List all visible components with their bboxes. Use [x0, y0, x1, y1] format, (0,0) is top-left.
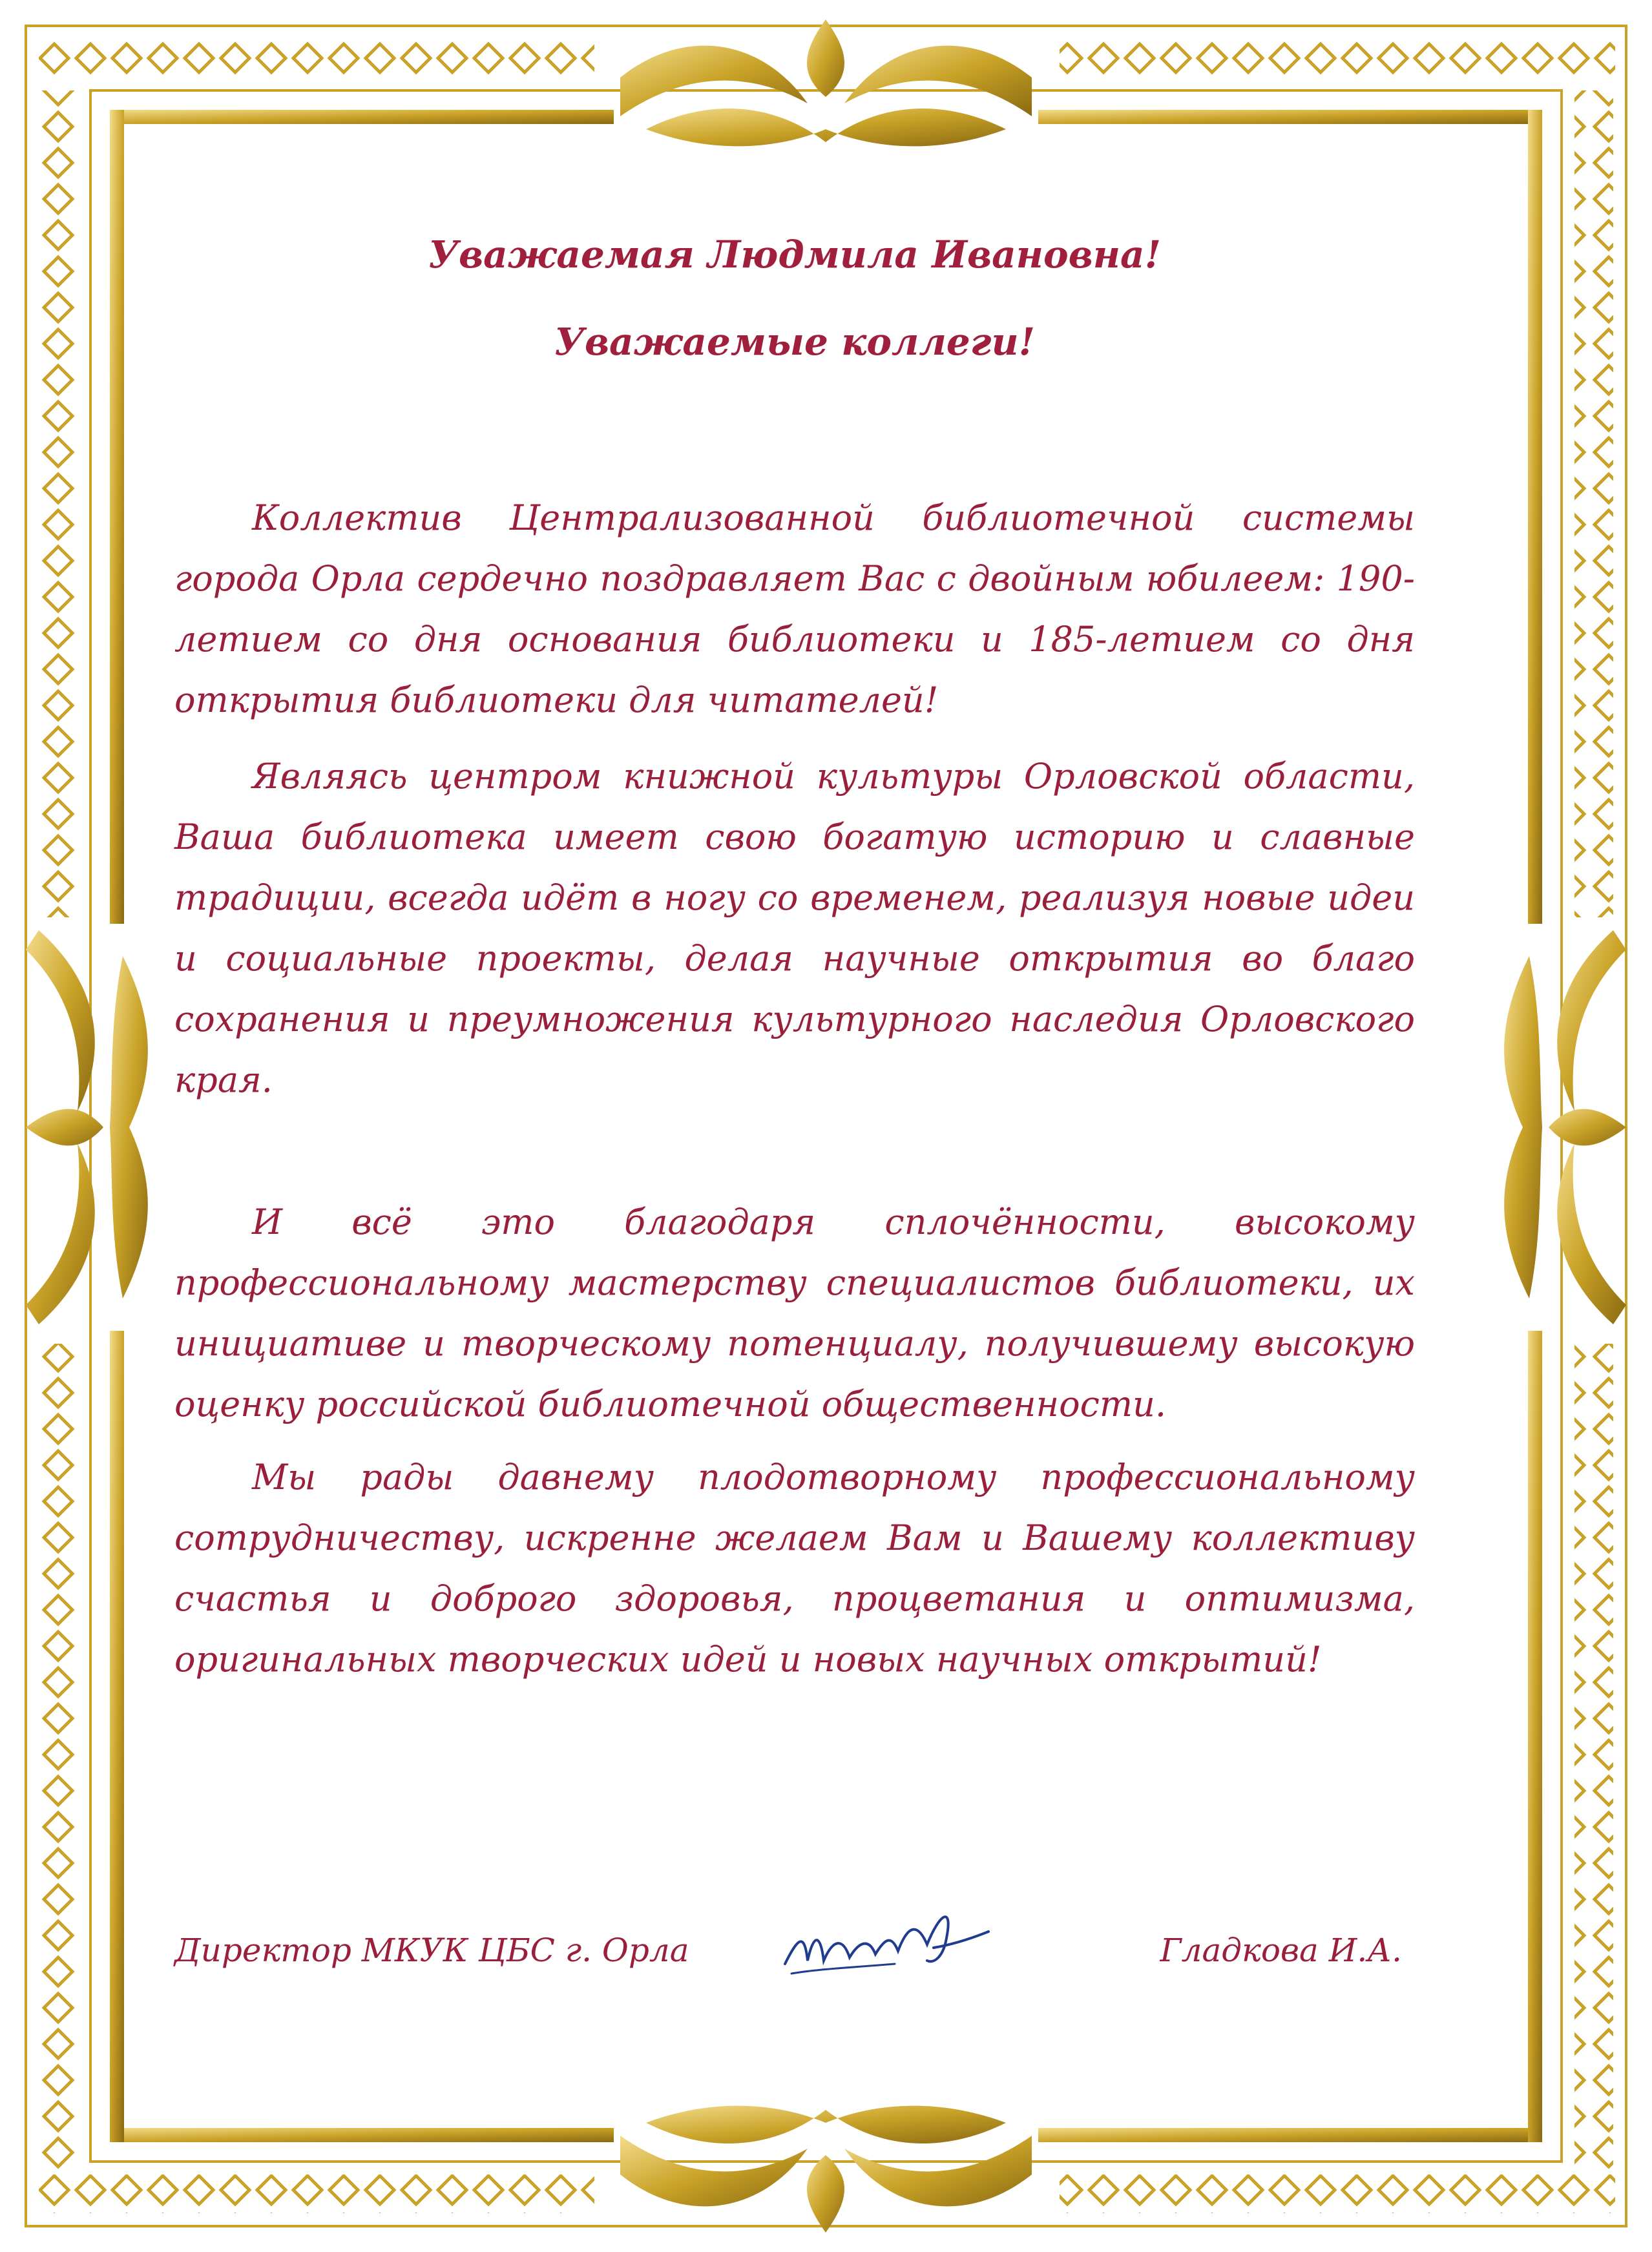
- handwritten-signature: [779, 1899, 992, 1990]
- right-ornament: [1504, 930, 1626, 1324]
- paragraph: Являясь центром книжной культуры Орловской области, Ваша библиотека имеет свою богатую историю и славные традиции, всегда идёт в ногу со временем, реализуя новые идеи и социальные проекты, делая научные открытия во благо сохранения и преумножения культурного наследия Орловского края.: [174, 756, 1415, 1100]
- signer-title: Директор МКУК ЦБС г. Орла: [174, 1932, 689, 1969]
- paragraph: Мы рады давнему плодотворному профессиональному сотрудничеству, искренне желаем Вам и Вашему коллективу счастья и доброго здоровья, процветания и оптимизма, оригинальных творческих идей и новых научных открытий!: [174, 1457, 1415, 1680]
- paragraph: И всё это благодаря сплочённости, высокому профессиональному мастерству специалистов библиотеки, их инициативе и творческому потенциалу, получившему высокую оценку российской библиотечной общественности.: [174, 1202, 1415, 1424]
- top-ornament: [620, 19, 1032, 146]
- left-ornament: [26, 930, 148, 1324]
- bottom-ornament: [620, 2106, 1032, 2233]
- greeting-addressee: Уважаемая Людмила Ивановна!: [428, 233, 1162, 276]
- signature-block: [174, 1899, 1415, 1977]
- signer-name: Гладкова И.А.: [1160, 1932, 1402, 1969]
- greeting-colleagues: Уважаемые коллеги!: [554, 320, 1036, 364]
- paragraph: Коллектив Централизованной библиотечной системы города Орла сердечно поздравляет Вас с двойным юбилеем: 190-летием со дня основания библиотеки и 185-летием со дня открытия библиотеки для читателей!: [174, 497, 1415, 720]
